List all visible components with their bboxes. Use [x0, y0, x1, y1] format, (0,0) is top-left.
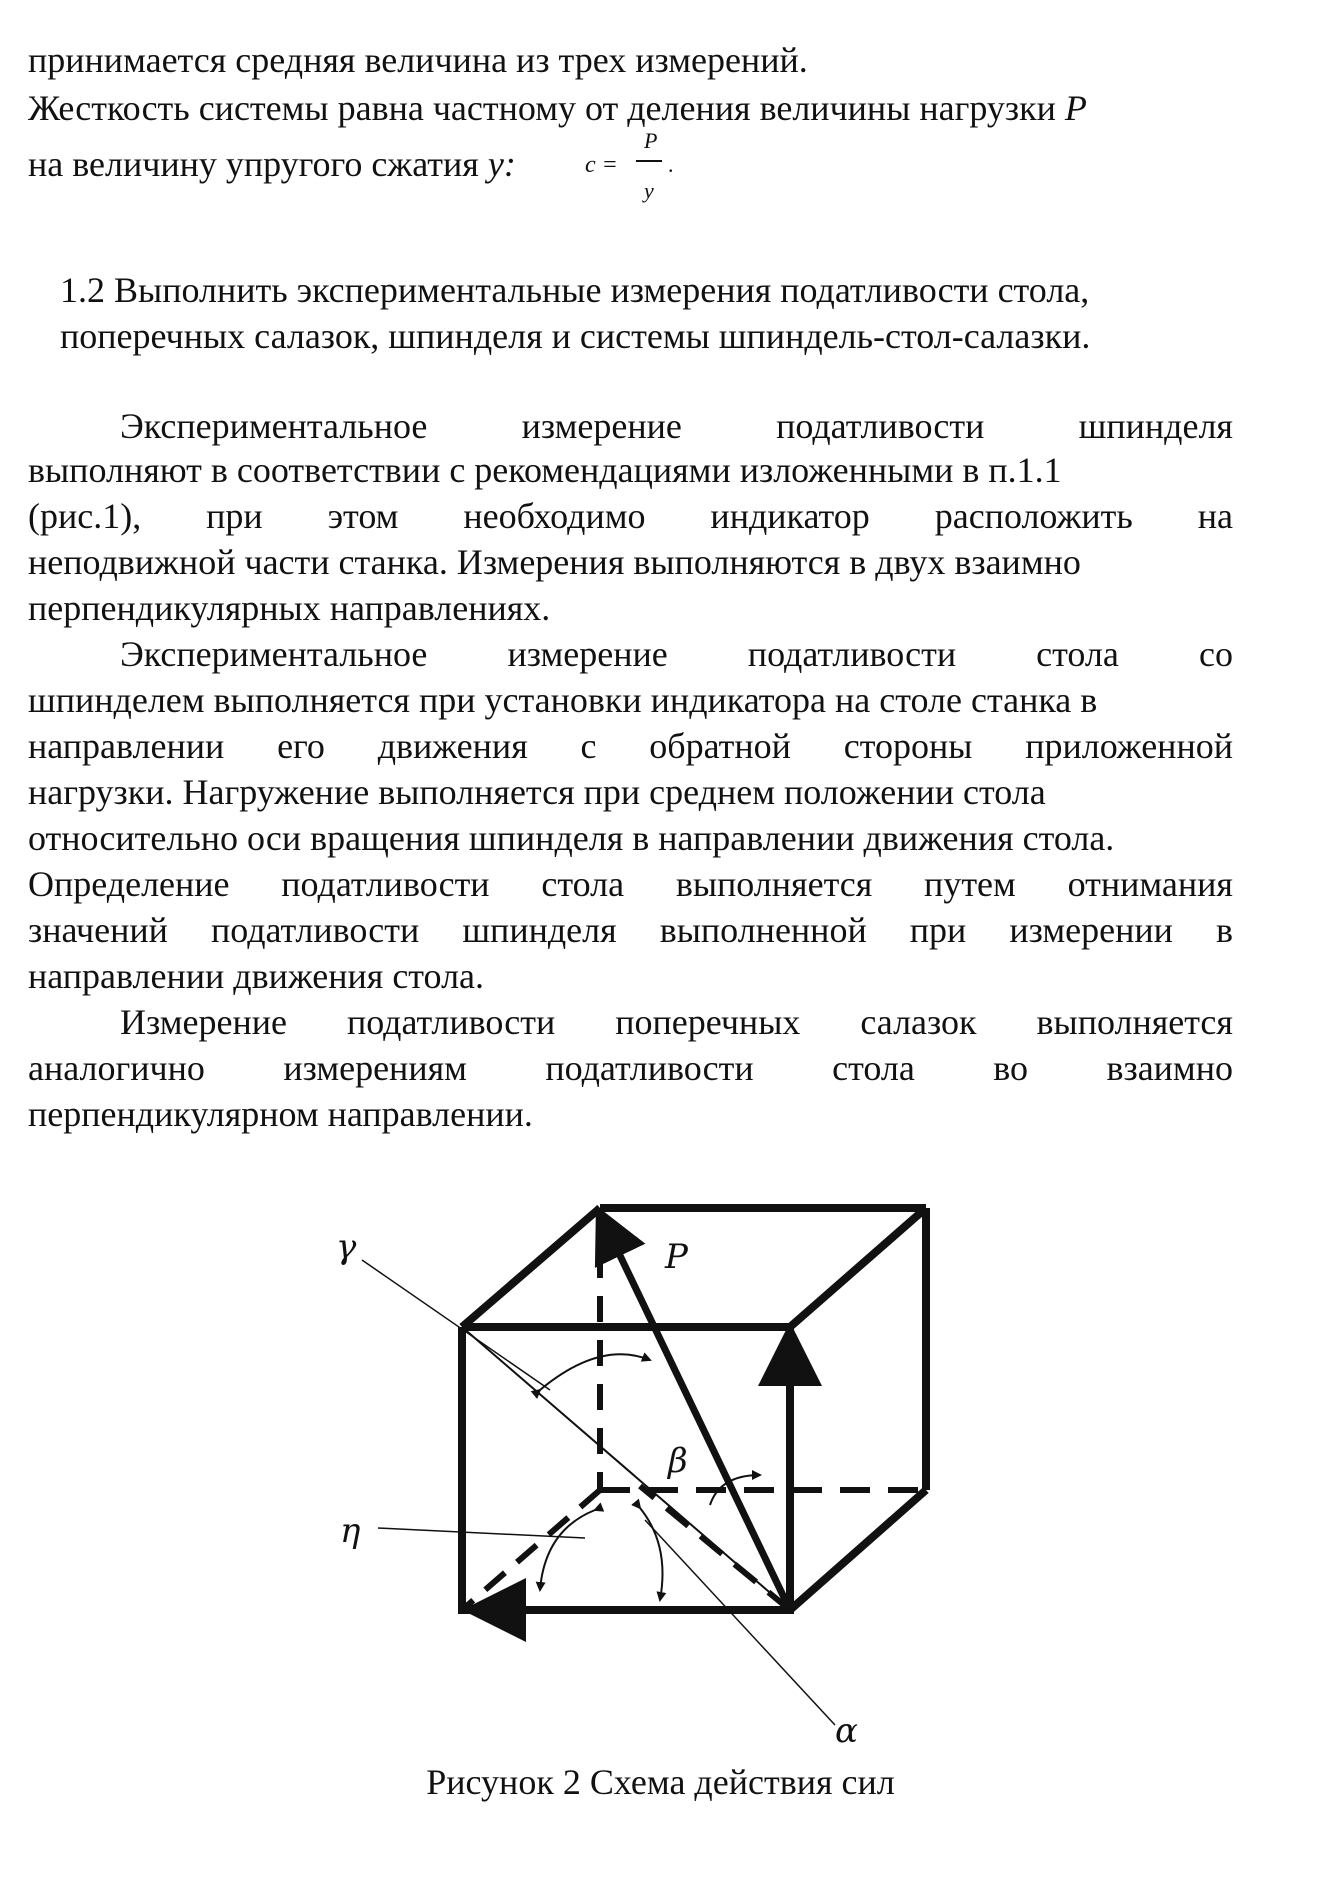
- text-line: [28, 142, 516, 186]
- label-p: P: [665, 1237, 688, 1277]
- word: направлении: [28, 726, 225, 766]
- word: выполняется: [1036, 1002, 1233, 1042]
- word: выполненной: [659, 910, 867, 950]
- text-line: выполняют в соответствии с рекомендациями изложенными в п.1.1: [28, 450, 1062, 490]
- word: стола: [1036, 634, 1119, 674]
- word: поперечных: [615, 1002, 801, 1042]
- word: податливости: [776, 406, 985, 446]
- word: измерение: [507, 634, 668, 674]
- word: в: [1215, 910, 1233, 950]
- word: движения: [377, 726, 528, 766]
- word: во: [993, 1048, 1029, 1088]
- word: податливости: [545, 1048, 754, 1088]
- word: обратной: [649, 726, 791, 766]
- word: стола: [541, 864, 625, 904]
- word: аналогично: [28, 1048, 205, 1088]
- word: податливости: [747, 634, 957, 674]
- label-eta: η: [340, 1511, 361, 1551]
- label-alpha: α: [835, 1711, 858, 1751]
- text-line: неподвижной части станка. Измерения выполняются в двух взаимно: [28, 542, 1081, 582]
- word: со: [1198, 634, 1233, 674]
- word: при: [206, 496, 263, 536]
- word: стороны: [843, 726, 973, 766]
- variable-y: y:: [487, 144, 516, 184]
- cube-top-edge: [790, 1208, 926, 1327]
- force-vector-p: [602, 1218, 790, 1610]
- text-line: [28, 908, 1233, 952]
- label-beta: β: [668, 1441, 688, 1481]
- word: с: [580, 726, 597, 766]
- word: приложенной: [1025, 726, 1233, 766]
- word: этом: [327, 496, 399, 536]
- word: при: [909, 910, 967, 950]
- text-line: нагрузки. Нагружение выполняется при среднем положении стола: [28, 772, 1046, 812]
- word: измерение: [521, 406, 682, 446]
- word: Экспериментальное: [120, 406, 428, 446]
- text-line: шпинделем выполняется при установки индикатора на столе станка в: [28, 680, 1098, 720]
- angle-arc-alpha: [640, 1508, 663, 1600]
- cube-top-edge: [462, 1208, 600, 1327]
- word: Измерение: [120, 1002, 287, 1042]
- formula-denominator: y: [644, 178, 654, 203]
- word: значений: [28, 910, 168, 950]
- variable-p: P: [1064, 88, 1087, 128]
- word: податливости: [281, 864, 490, 904]
- formula-numerator: P: [644, 128, 658, 153]
- word: отнимания: [1067, 864, 1233, 904]
- word: измерении: [1009, 910, 1173, 950]
- text-fragment: Жесткость системы равна частному от деления величины нагрузки: [28, 88, 1056, 128]
- force-scheme-diagram: [336, 1190, 960, 1751]
- word: выполняется: [675, 864, 873, 904]
- text-line: [28, 724, 1233, 768]
- label-gamma: γ: [336, 1227, 357, 1267]
- text-line: относительно оси вращения шпинделя в направлении движения стола.: [28, 818, 1115, 858]
- word: Экспериментальное: [120, 634, 428, 674]
- word: податливости: [346, 1002, 556, 1042]
- text-line: перпендикулярном направлении.: [28, 1094, 533, 1134]
- word: взаимно: [1106, 1048, 1233, 1088]
- text-line: [120, 404, 1233, 448]
- word: расположить: [934, 496, 1133, 536]
- text-line: принимается средняя величина из трех измерений.: [28, 40, 808, 80]
- text-line: [28, 86, 1087, 130]
- section-heading-line: поперечных салазок, шпинделя и системы шпиндель-стол-салазки.: [60, 316, 1091, 356]
- word: необходимо: [463, 496, 646, 536]
- text-fragment: на величину упругого сжатия: [28, 144, 479, 184]
- word: стола: [832, 1048, 915, 1088]
- formula-trail: .: [668, 152, 674, 177]
- cube-hidden-edge: [462, 1490, 600, 1610]
- word: на: [1197, 496, 1233, 536]
- text-line: [28, 494, 1233, 538]
- section-heading-line: 1.2 Выполнить экспериментальные измерения податливости стола,: [60, 270, 1090, 310]
- text-line: [120, 632, 1233, 676]
- cube-right-edge: [790, 1490, 926, 1610]
- word: его: [277, 726, 325, 766]
- text-line: [120, 1000, 1233, 1044]
- text-line: перпендикулярных направлениях.: [28, 588, 551, 628]
- word: (рис.1),: [28, 496, 142, 536]
- fraction-bar: [636, 160, 662, 162]
- text-line: [28, 1046, 1233, 1090]
- angle-arc-gamma: [540, 1354, 650, 1390]
- text-line: [28, 862, 1233, 906]
- word: шпинделя: [1078, 406, 1233, 446]
- word: индикатор: [710, 496, 870, 536]
- word: салазок: [860, 1002, 977, 1042]
- leader-alpha: [645, 1520, 835, 1725]
- text-line: направлении движения стола.: [28, 956, 485, 996]
- formula-lhs: c =: [585, 152, 618, 178]
- word: шпинделя: [462, 910, 617, 950]
- word: податливости: [210, 910, 420, 950]
- word: путем: [924, 864, 1016, 904]
- word: измерениям: [283, 1048, 467, 1088]
- word: Определение: [28, 864, 230, 904]
- figure-caption: Рисунок 2 Схема действия сил: [426, 1762, 895, 1802]
